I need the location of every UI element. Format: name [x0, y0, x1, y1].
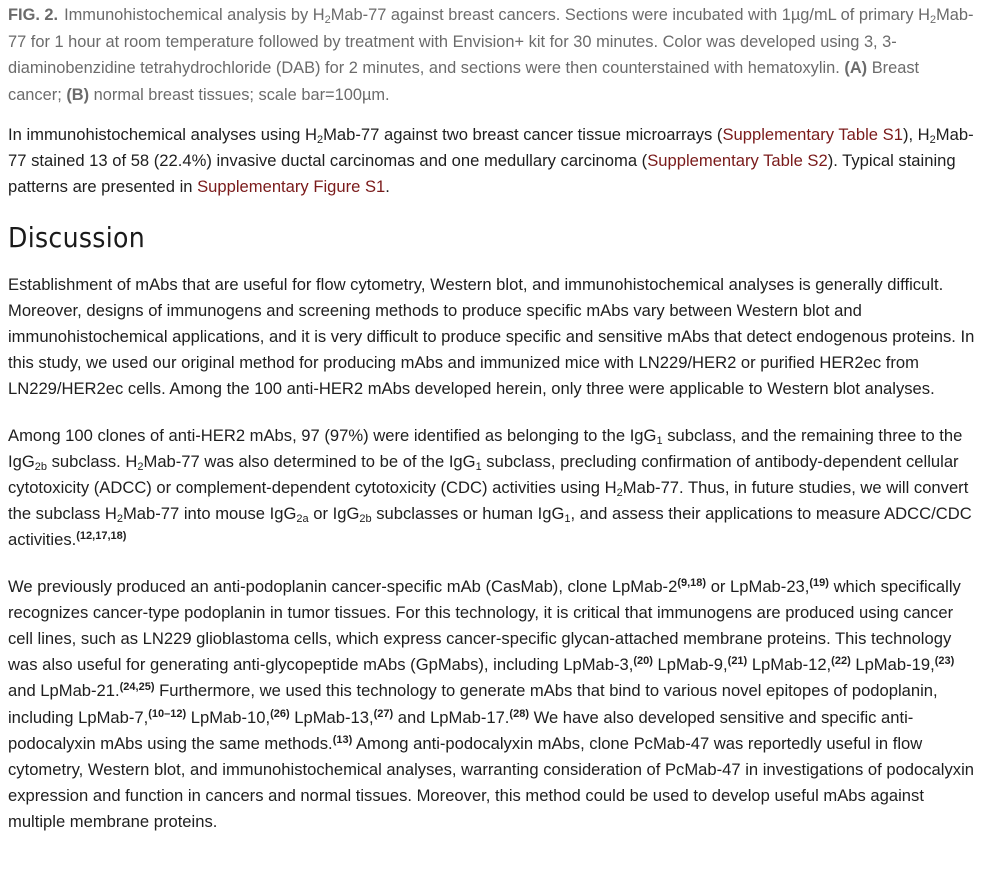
- body-text: LpMab-13,: [289, 707, 374, 727]
- subscript: 2a: [296, 513, 309, 526]
- citation-ref[interactable]: (20): [633, 655, 653, 668]
- body-text: We previously produced an anti-podoplanin cancer-specific mAb (CasMab), clone LpMab-2: [8, 576, 678, 596]
- body-text: Mab-77. Thus, in future studies, we will convert the subclass H: [8, 478, 969, 524]
- panel-b-label: (B): [66, 85, 90, 104]
- caption-text: Mab-77 against breast cancers. Sections were incubated with 1µg/mL of primary H: [330, 6, 930, 24]
- body-text: Mab-77 against two breast cancer tissue microarrays (: [323, 125, 723, 144]
- caption-text: Immunohistochemical analysis by H: [64, 6, 325, 24]
- figure-caption: [8, 2, 976, 108]
- body-text: subclass, precluding confirmation of antibody-dependent cellular cytotoxicity (ADCC) or complement-dependent cytotoxicity (CDC) activities using H: [8, 451, 959, 498]
- subscript: 1: [656, 434, 663, 447]
- subscript: 2: [116, 513, 123, 526]
- citation-ref[interactable]: (23): [934, 655, 955, 668]
- subscript: 1: [475, 460, 482, 473]
- subscript: 2b: [359, 513, 372, 526]
- subscript: 1: [564, 513, 571, 526]
- supplementary-figure-s1-link[interactable]: Supplementary Figure S1: [197, 177, 386, 197]
- citation-ref[interactable]: (22): [831, 655, 851, 668]
- body-text: Among 100 clones of anti-HER2 mAbs, 97 (97%) were identified as belonging to the IgG: [8, 425, 657, 445]
- panel-a-label: (A): [844, 59, 868, 77]
- subscript: 2: [929, 134, 936, 146]
- caption-text: normal breast tissues; scale bar=100µm.: [89, 85, 390, 104]
- citation-ref[interactable]: (19): [809, 576, 829, 589]
- caption-text: Breast cancer;: [8, 59, 920, 104]
- citation-ref[interactable]: (24,25): [119, 681, 155, 694]
- body-text: In immunohistochemical analyses using H: [8, 125, 317, 144]
- body-text: subclass, and the remaining three to the IgG: [8, 425, 963, 471]
- subscript: 2: [929, 14, 937, 26]
- subscript: 2b: [34, 460, 47, 473]
- body-text: subclass. H: [47, 451, 138, 471]
- discussion-paragraph-3: [8, 574, 976, 836]
- body-text: .: [385, 177, 390, 197]
- citation-ref[interactable]: (9,18): [677, 576, 707, 589]
- citation-ref[interactable]: (21): [727, 655, 748, 668]
- body-text: and LpMab-21.: [8, 681, 120, 701]
- citation-ref[interactable]: (13): [332, 733, 353, 746]
- subscript: 2: [616, 487, 623, 500]
- subscript: 2: [137, 460, 144, 473]
- citation-ref[interactable]: (26): [270, 707, 290, 720]
- body-text: Mab-77 was also determined to be of the IgG: [143, 451, 476, 471]
- citation-ref[interactable]: (28): [509, 707, 529, 720]
- discussion-heading: Discussion: [8, 220, 145, 254]
- body-text: Furthermore, we used this technology to generate mAbs that bind to various novel epitopes of podoplanin, including LpMab-7,: [8, 681, 938, 727]
- citation-ref[interactable]: (10–12): [148, 707, 187, 720]
- body-text: ), H: [902, 125, 930, 144]
- body-text: LpMab-19,: [850, 655, 935, 675]
- body-text: subclasses or human IgG: [371, 504, 565, 524]
- discussion-paragraph-2: [8, 423, 976, 554]
- results-paragraph: [8, 122, 976, 201]
- supplementary-table-s2-link[interactable]: Supplementary Table S2: [647, 151, 828, 171]
- body-text: Among anti-podocalyxin mAbs, clone PcMab-47 was reportedly useful in flow cytometry, Western blot, and immunohistochemical analyses, warranting consideration of PcMab-47 in investigations of podocalyxin expression and function in cancers and normal tissues. Moreover, this method could be used to develop useful mAbs against multiple membrane proteins.: [8, 733, 974, 832]
- discussion-paragraph-1: Establishment of mAbs that are useful for flow cytometry, Western blot, and immunohistochemical analyses is generally difficult. Moreover, designs of immunogens and screening methods to produce specific mAbs vary between Western blot and immunohistochemical applications, and it is very difficult to produce specific and sensitive mAbs that detect endogenous proteins. In this study, we used our original method for producing mAbs and immunized mice with LN229/HER2 or purified HER2ec from LN229/HER2ec cells. Among the 100 anti-HER2 mAbs developed herein, only three were applicable to Western blot analyses.: [8, 274, 975, 399]
- body-text: We have also developed sensitive and specific anti-podocalyxin mAbs using the same methods.: [8, 707, 914, 753]
- subscript: 2: [324, 14, 331, 26]
- subscript: 2: [316, 134, 324, 146]
- body-text: or LpMab-23,: [706, 576, 810, 596]
- body-text: or IgG: [308, 504, 360, 524]
- body-text: LpMab-12,: [747, 655, 832, 675]
- citation-ref[interactable]: (27): [373, 707, 394, 720]
- body-text: LpMab-10,: [186, 707, 271, 727]
- body-text: ). Typical staining patterns are presented in: [8, 151, 956, 197]
- body-text: which specifically recognizes cancer-type podoplanin in tumor tissues. For this technology, it is critical that immunogens are produced using cancer cell lines, such as LN229 glioblastoma cells, which express cancer-specific glycan-attached membrane proteins. This technology was also useful for generating anti-glycopeptide mAbs (GpMabs), including LpMab-3,: [8, 576, 961, 675]
- figure-label: FIG. 2.: [8, 6, 59, 24]
- body-text: LpMab-9,: [652, 655, 728, 675]
- body-text: and LpMab-17.: [393, 707, 510, 727]
- body-text: Mab-77 into mouse IgG: [122, 504, 297, 524]
- caption-text: Mab-77 for 1 hour at room temperature followed by treatment with Envision+ kit for 30 minutes. Color was developed using 3, 3-diaminobenzidine tetrahydrochloride (DAB) for 2 minutes, and sections were then counterstained with hematoxylin.: [8, 6, 974, 77]
- supplementary-table-s1-link[interactable]: Supplementary Table S1: [722, 125, 903, 144]
- body-text: , and assess their applications to measure ADCC/CDC activities.: [8, 504, 972, 550]
- citation-ref[interactable]: (12,17,18): [76, 530, 127, 543]
- body-text: Mab-77 stained 13 of 58 (22.4%) invasive ductal carcinomas and one medullary carcinoma (: [8, 125, 974, 171]
